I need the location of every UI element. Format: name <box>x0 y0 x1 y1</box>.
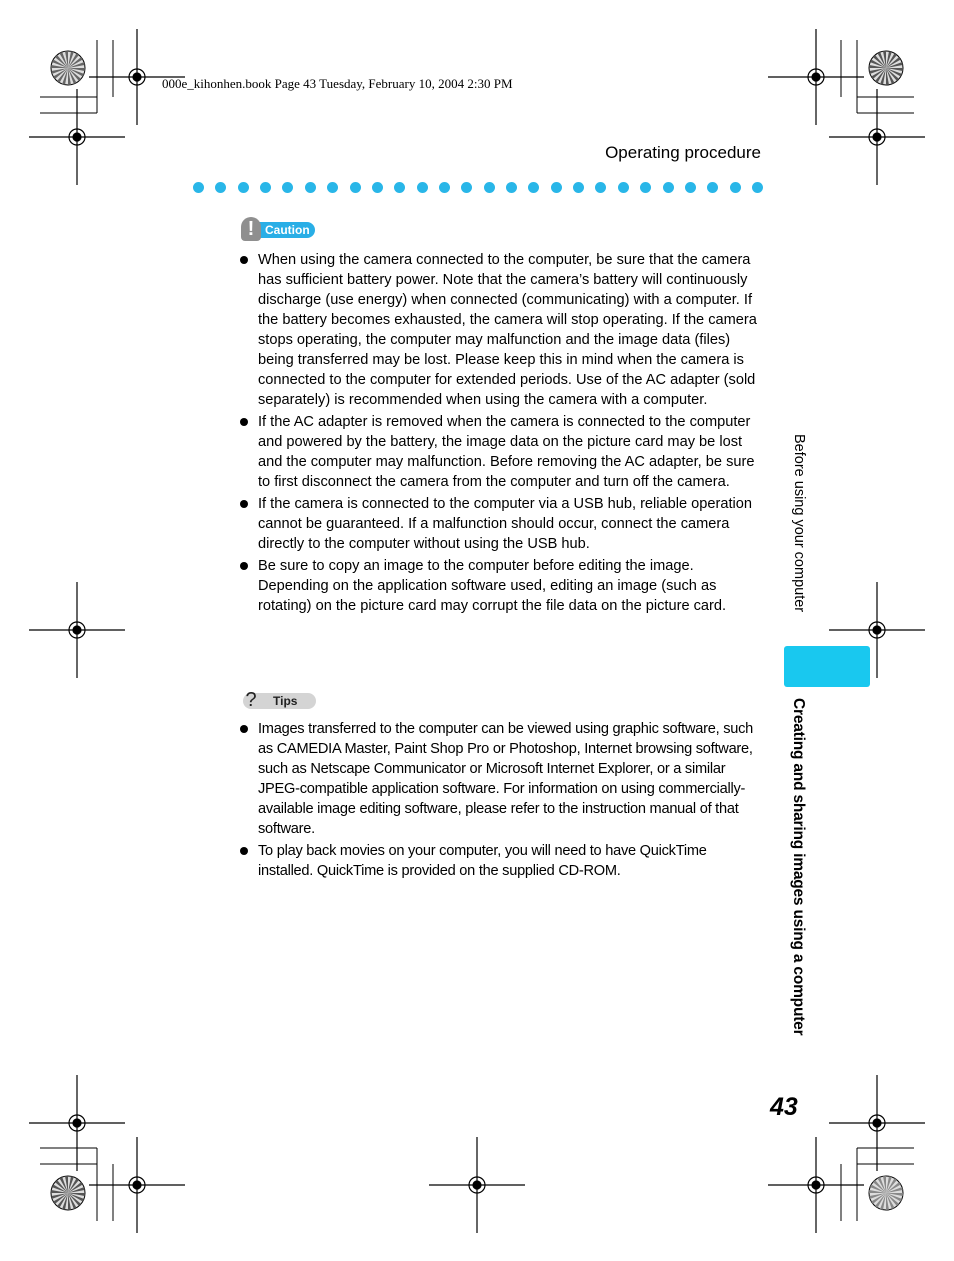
list-item <box>240 719 762 839</box>
divider-dot <box>752 182 763 193</box>
tips-label: Tips <box>273 694 298 708</box>
crosshair-mark <box>829 1075 925 1171</box>
divider-dot <box>484 182 495 193</box>
divider-dot <box>305 182 316 193</box>
crosshair-mark <box>829 89 925 185</box>
list-item <box>240 412 762 492</box>
crosshair-mark <box>89 1137 185 1233</box>
bullet-icon <box>240 562 248 570</box>
divider-dot <box>439 182 450 193</box>
starburst-mark <box>869 51 903 85</box>
caution-list <box>240 250 762 618</box>
section-tab <box>784 646 870 687</box>
starburst-mark <box>51 51 85 85</box>
list-item <box>240 494 762 554</box>
divider-dot <box>685 182 696 193</box>
divider-dot <box>730 182 741 193</box>
divider-dot <box>461 182 472 193</box>
divider-dot <box>327 182 338 193</box>
bullet-icon <box>240 500 248 508</box>
tips-badge <box>243 689 316 711</box>
caution-item-text: If the camera is connected to the computer via a USB hub, reliable operation cannot be guaranteed. If a malfunction should occur, connect the camera directly to the computer without using the USB hub. <box>258 496 753 552</box>
caution-item-text: Be sure to copy an image to the computer before editing the image. Depending on the application software used, editing an image (such as rotating) on the picture card may corrupt the file data on the picture card. <box>258 558 727 614</box>
caution-label: Caution <box>265 223 310 237</box>
chapter-label: Before using your computer <box>791 434 807 613</box>
starburst-mark <box>51 1176 85 1210</box>
crosshair-mark <box>29 89 125 185</box>
crosshair-mark <box>768 29 864 125</box>
divider-dot <box>573 182 584 193</box>
caution-item-text: When using the camera connected to the computer, be sure that the camera has sufficient battery power. Note that the camera’s battery will continuously discharge (use energy) when connected (communicating) with a computer. If the battery becomes exhausted, the camera will stop operating. If the camera stops operating, the computer may malfunction and the image data (files) being transferred may be lost. Please keep this in mind when the camera is connected to the computer for extended periods. Use of the AC adapter (sold separately) is recommended when using the camera with a computer. <box>258 252 757 408</box>
divider-dot <box>260 182 271 193</box>
divider-dot <box>417 182 428 193</box>
divider-dot <box>394 182 405 193</box>
divider-dot <box>372 182 383 193</box>
tips-item-text: To play back movies on your computer, you will need to have QuickTime installed. QuickTime is provided on the supplied CD-ROM. <box>258 843 707 879</box>
exclamation-icon: ! <box>241 217 261 241</box>
starburst-mark <box>869 1176 903 1210</box>
dotted-divider <box>193 182 763 194</box>
crosshair-mark <box>429 1137 525 1233</box>
bullet-icon <box>240 418 248 426</box>
divider-dot <box>506 182 517 193</box>
divider-dot <box>215 182 226 193</box>
bullet-icon <box>240 847 248 855</box>
list-item <box>240 556 762 616</box>
file-header: 000e_kihonhen.book Page 43 Tuesday, February 10, 2004 2:30 PM <box>162 76 513 91</box>
divider-dot <box>663 182 674 193</box>
divider-dot <box>193 182 204 193</box>
question-icon: ? <box>245 689 257 711</box>
page-number: 43 <box>770 1093 798 1121</box>
tips-list <box>240 719 762 883</box>
section-title: Operating procedure <box>605 143 761 162</box>
divider-dot <box>528 182 539 193</box>
divider-dot <box>282 182 293 193</box>
bullet-icon <box>240 256 248 264</box>
divider-dot <box>595 182 606 193</box>
divider-dot <box>350 182 361 193</box>
caution-item-text: If the AC adapter is removed when the camera is connected to the computer and powered by the battery, the image data on the picture card may be lost and the computer may malfunction. Before removing the AC adapter, be sure to first disconnect the camera from the computer and turn off the camera. <box>258 414 755 490</box>
divider-dot <box>618 182 629 193</box>
divider-dot <box>551 182 562 193</box>
divider-dot <box>707 182 718 193</box>
tips-item-text: Images transferred to the computer can be viewed using graphic software, such as CAMEDIA Master, Paint Shop Pro or Photoshop, Internet browsing software, such as Netscape Communicator or Microsoft Internet Explorer, or a similar JPEG-compatible application software. For information on using commercially-available image editing software, please refer to the instruction manual of that software. <box>258 721 754 837</box>
section-label: Creating and sharing images using a computer <box>790 698 807 1036</box>
list-item <box>240 250 762 410</box>
bullet-icon <box>240 725 248 733</box>
crosshair-mark <box>29 582 125 678</box>
crosshair-mark <box>29 1075 125 1171</box>
list-item <box>240 841 762 881</box>
divider-dot <box>640 182 651 193</box>
divider-dot <box>238 182 249 193</box>
caution-badge <box>243 218 315 240</box>
crosshair-mark <box>768 1137 864 1233</box>
